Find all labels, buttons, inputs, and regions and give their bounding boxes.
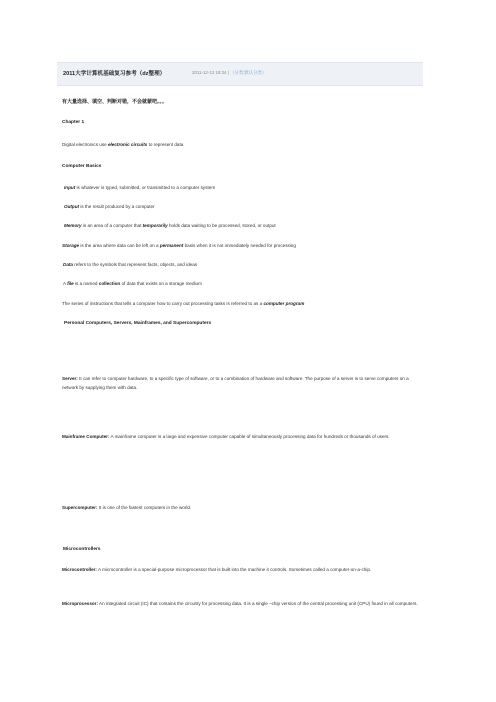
server-term: Server: xyxy=(62,376,78,381)
memory-line xyxy=(64,223,276,228)
data-line xyxy=(63,262,197,267)
supercomputer-term: Supercomputer: xyxy=(62,505,98,510)
intro-text: 有大量选择、填空、判断对错，不会就蒙吧。。。 xyxy=(62,99,168,105)
microcontrollers-heading: Microcontrollers xyxy=(63,547,101,552)
digital-post: to represent data xyxy=(147,142,184,147)
mainframe-term: Mainframe Computer: xyxy=(62,434,110,439)
file-term2: collection xyxy=(98,281,121,286)
data-post: refers to the symbols that represent facts, objects, and ideas xyxy=(72,262,198,267)
file-post: of data that exists on a storage medium xyxy=(120,281,202,286)
file-mid: is a named xyxy=(73,281,99,286)
memory-term2: temporarily xyxy=(142,223,168,228)
supercomputer-paragraph xyxy=(62,505,191,510)
microprocessor-term: Microprocessor: xyxy=(62,601,98,606)
storage-term: Storage xyxy=(62,243,80,248)
digital-pre: Digital electronics use xyxy=(62,142,108,147)
chapter-heading: Chapter 1 xyxy=(62,120,85,125)
post-category-link[interactable]: （分类:默认分类） xyxy=(229,69,267,75)
computer-basics-heading: Computer Basics xyxy=(62,164,102,169)
server-paragraph xyxy=(62,374,424,392)
program-pre: The series of instructions that tells a computer how to carry out processing tasks is referred to as a xyxy=(62,301,264,306)
microprocessor-text: An integrated circuit (IC) that contains the circuitry for processing data. It is a single –chip version of the central processing unit (CPU) found in all computers. xyxy=(98,601,418,606)
microcontroller-term: Microcontroller: xyxy=(62,567,97,572)
mainframe-text: A mainframe computer is a large and expensive computer capable of simultaneously processing data for hundreds or thousands of users. xyxy=(109,434,390,439)
input-term: Input xyxy=(64,185,76,190)
post-title: 2011大学计算机基础复习参考（dz整理） xyxy=(63,71,166,77)
storage-line xyxy=(62,243,296,248)
post-meta xyxy=(192,70,266,76)
microprocessor-paragraph xyxy=(62,599,424,608)
data-term: Data xyxy=(63,262,73,267)
microcontroller-text: A microcontroller is a special-purpose microprocessor that is built into the machine it controls. Sometimes called a computer-on-a-chip. xyxy=(96,567,372,572)
storage-mid: is the area where data can be left on a xyxy=(79,243,160,248)
digital-term: electronic circuits xyxy=(107,142,148,147)
file-term: file xyxy=(67,281,74,286)
file-line xyxy=(63,281,202,286)
meta-separator: | xyxy=(227,69,229,75)
storage-post: basis when it is not immediately needed for processing xyxy=(183,243,296,248)
mainframe-paragraph xyxy=(62,432,424,441)
microcontroller-paragraph xyxy=(62,565,424,574)
output-line xyxy=(64,204,155,209)
output-term: Output xyxy=(64,204,80,209)
input-line xyxy=(64,185,215,190)
memory-mid: is an area of a computer that xyxy=(81,223,143,228)
file-pre: A xyxy=(63,281,68,286)
output-post: is the result produced by a computer xyxy=(79,204,155,209)
supercomputer-text: It is one of the fastest computers in the world. xyxy=(97,505,192,510)
memory-term: Memory xyxy=(64,223,82,228)
storage-term2: permanent xyxy=(159,243,184,248)
server-text: It can refer to computer hardware, to a specific type of software, or to a combination of hardware and software. The purpose of a server is to serve computers on a network by supplying them with data. xyxy=(62,376,409,390)
memory-post: holds data waiting to be processed, stored, or output xyxy=(167,223,276,228)
digital-line xyxy=(62,142,183,147)
post-date: 2011-12-13 19:34 xyxy=(192,69,227,75)
input-post: is whatever is typed, submitted, or transmitted to a computer system xyxy=(75,185,216,190)
program-line xyxy=(62,301,304,306)
program-term: computer program xyxy=(263,301,305,306)
personal-computers-heading: Personal Computers, Servers, Mainframes, and Supercomputers xyxy=(64,321,212,326)
